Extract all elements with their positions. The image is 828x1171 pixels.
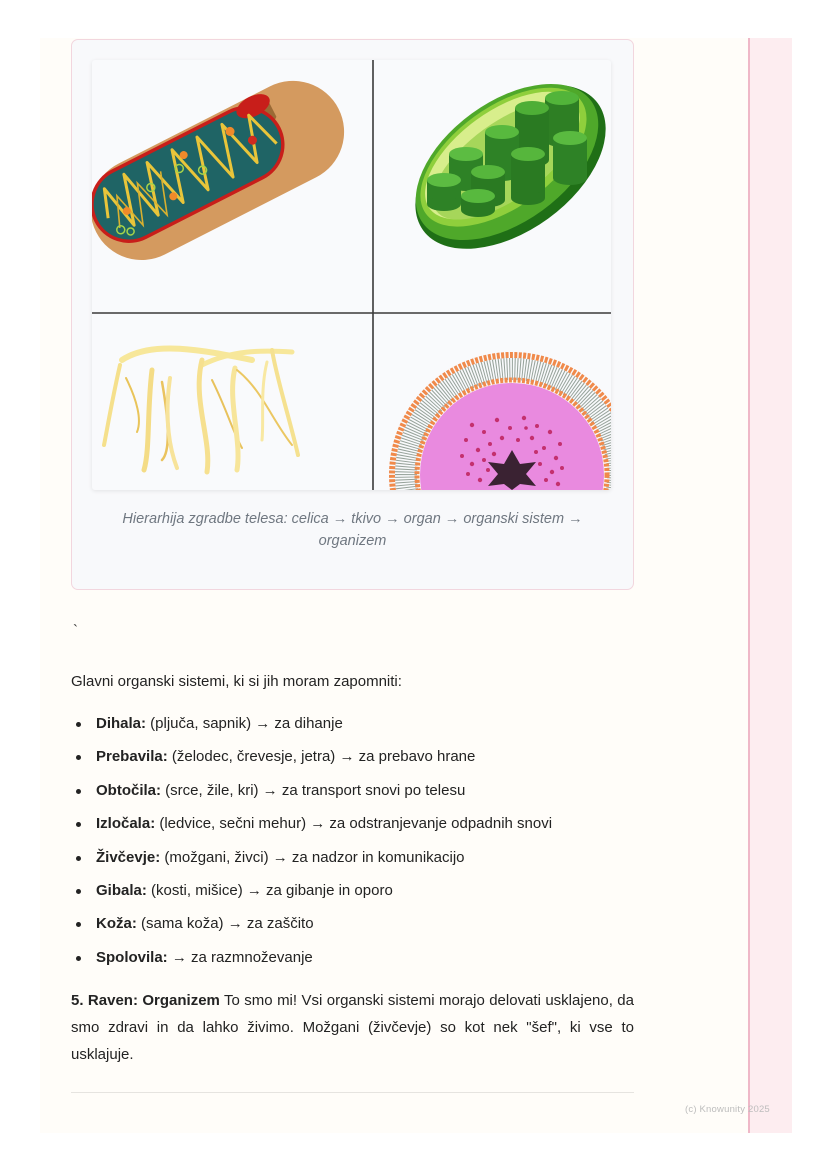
list-item xyxy=(71,714,634,734)
list-item xyxy=(71,848,634,868)
note-page xyxy=(40,38,792,1133)
system-desc: (pljuča, sapnik) → za dihanje xyxy=(146,715,343,732)
system-desc: (možgani, živci) → za nadzor in komunikacijo xyxy=(160,848,465,866)
system-desc: (kosti, mišice) → za gibanje in oporo xyxy=(146,881,393,899)
chloroplast-icon xyxy=(384,60,611,282)
figure-caption: Hierarhija zgradbe telesa: celica → tkivo → organ → organski sistem → organizem xyxy=(122,511,583,549)
system-name: Dihala: xyxy=(96,715,147,732)
system-desc: → za razmnoževanje xyxy=(167,948,313,966)
list-item xyxy=(71,914,634,934)
system-name: Spolovila: xyxy=(96,948,168,966)
systems-intro: Glavni organski sistemi, ki si jih moram zapomniti: xyxy=(71,673,402,690)
page-content xyxy=(71,38,634,1093)
bullet-icon xyxy=(76,956,81,961)
bullet-icon xyxy=(76,889,81,894)
bullet-icon xyxy=(76,755,81,760)
system-desc: (ledvice, sečni mehur) → za odstranjevanje odpadnih snovi xyxy=(155,815,553,833)
cell-cross-section-icon xyxy=(392,355,611,490)
list-item xyxy=(71,781,634,801)
bullet-icon xyxy=(76,822,81,827)
system-name: Obtočila: xyxy=(96,781,162,799)
level-5-paragraph xyxy=(71,987,634,1068)
system-desc: (želodec, črevesje, jetra) → za prebavo hrane xyxy=(167,748,476,766)
list-item xyxy=(71,948,634,968)
system-name: Gibala: xyxy=(96,881,147,899)
level-5-heading: 5. Raven: Organizem xyxy=(71,991,220,1009)
figure-box xyxy=(71,39,634,590)
bullet-icon xyxy=(76,789,81,794)
tissue-fibers-icon xyxy=(104,348,298,472)
mitochondrion-icon xyxy=(92,63,362,277)
list-item xyxy=(71,747,634,767)
copyright-footer: (c) Knowunity 2025 xyxy=(685,1104,770,1115)
system-desc: (sama koža) → za zaščito xyxy=(136,915,314,933)
organ-systems-list xyxy=(71,714,634,968)
list-item xyxy=(71,814,634,834)
system-desc: (srce, žile, kri) → za transport snovi po telesu xyxy=(161,781,466,799)
list-item xyxy=(71,881,634,901)
level-5-text: To smo mi! Vsi organski sistemi morajo delovati usklajeno, da smo zdravi in da lahko živimo. Možgani (živčevje) so kot nek "šef", ki vse to usklajuje. xyxy=(71,991,634,1063)
system-name: Koža: xyxy=(96,915,137,933)
bullet-icon xyxy=(76,856,81,861)
system-name: Izločala: xyxy=(96,815,156,833)
bullet-icon xyxy=(76,722,81,727)
stray-backtick: ` xyxy=(73,622,78,639)
system-name: Prebavila: xyxy=(96,748,168,766)
margin-stripe xyxy=(748,38,792,1133)
bullet-icon xyxy=(76,922,81,927)
system-name: Živčevje: xyxy=(96,848,161,866)
footer-divider xyxy=(71,1092,634,1093)
figure-image-grid xyxy=(92,60,611,490)
